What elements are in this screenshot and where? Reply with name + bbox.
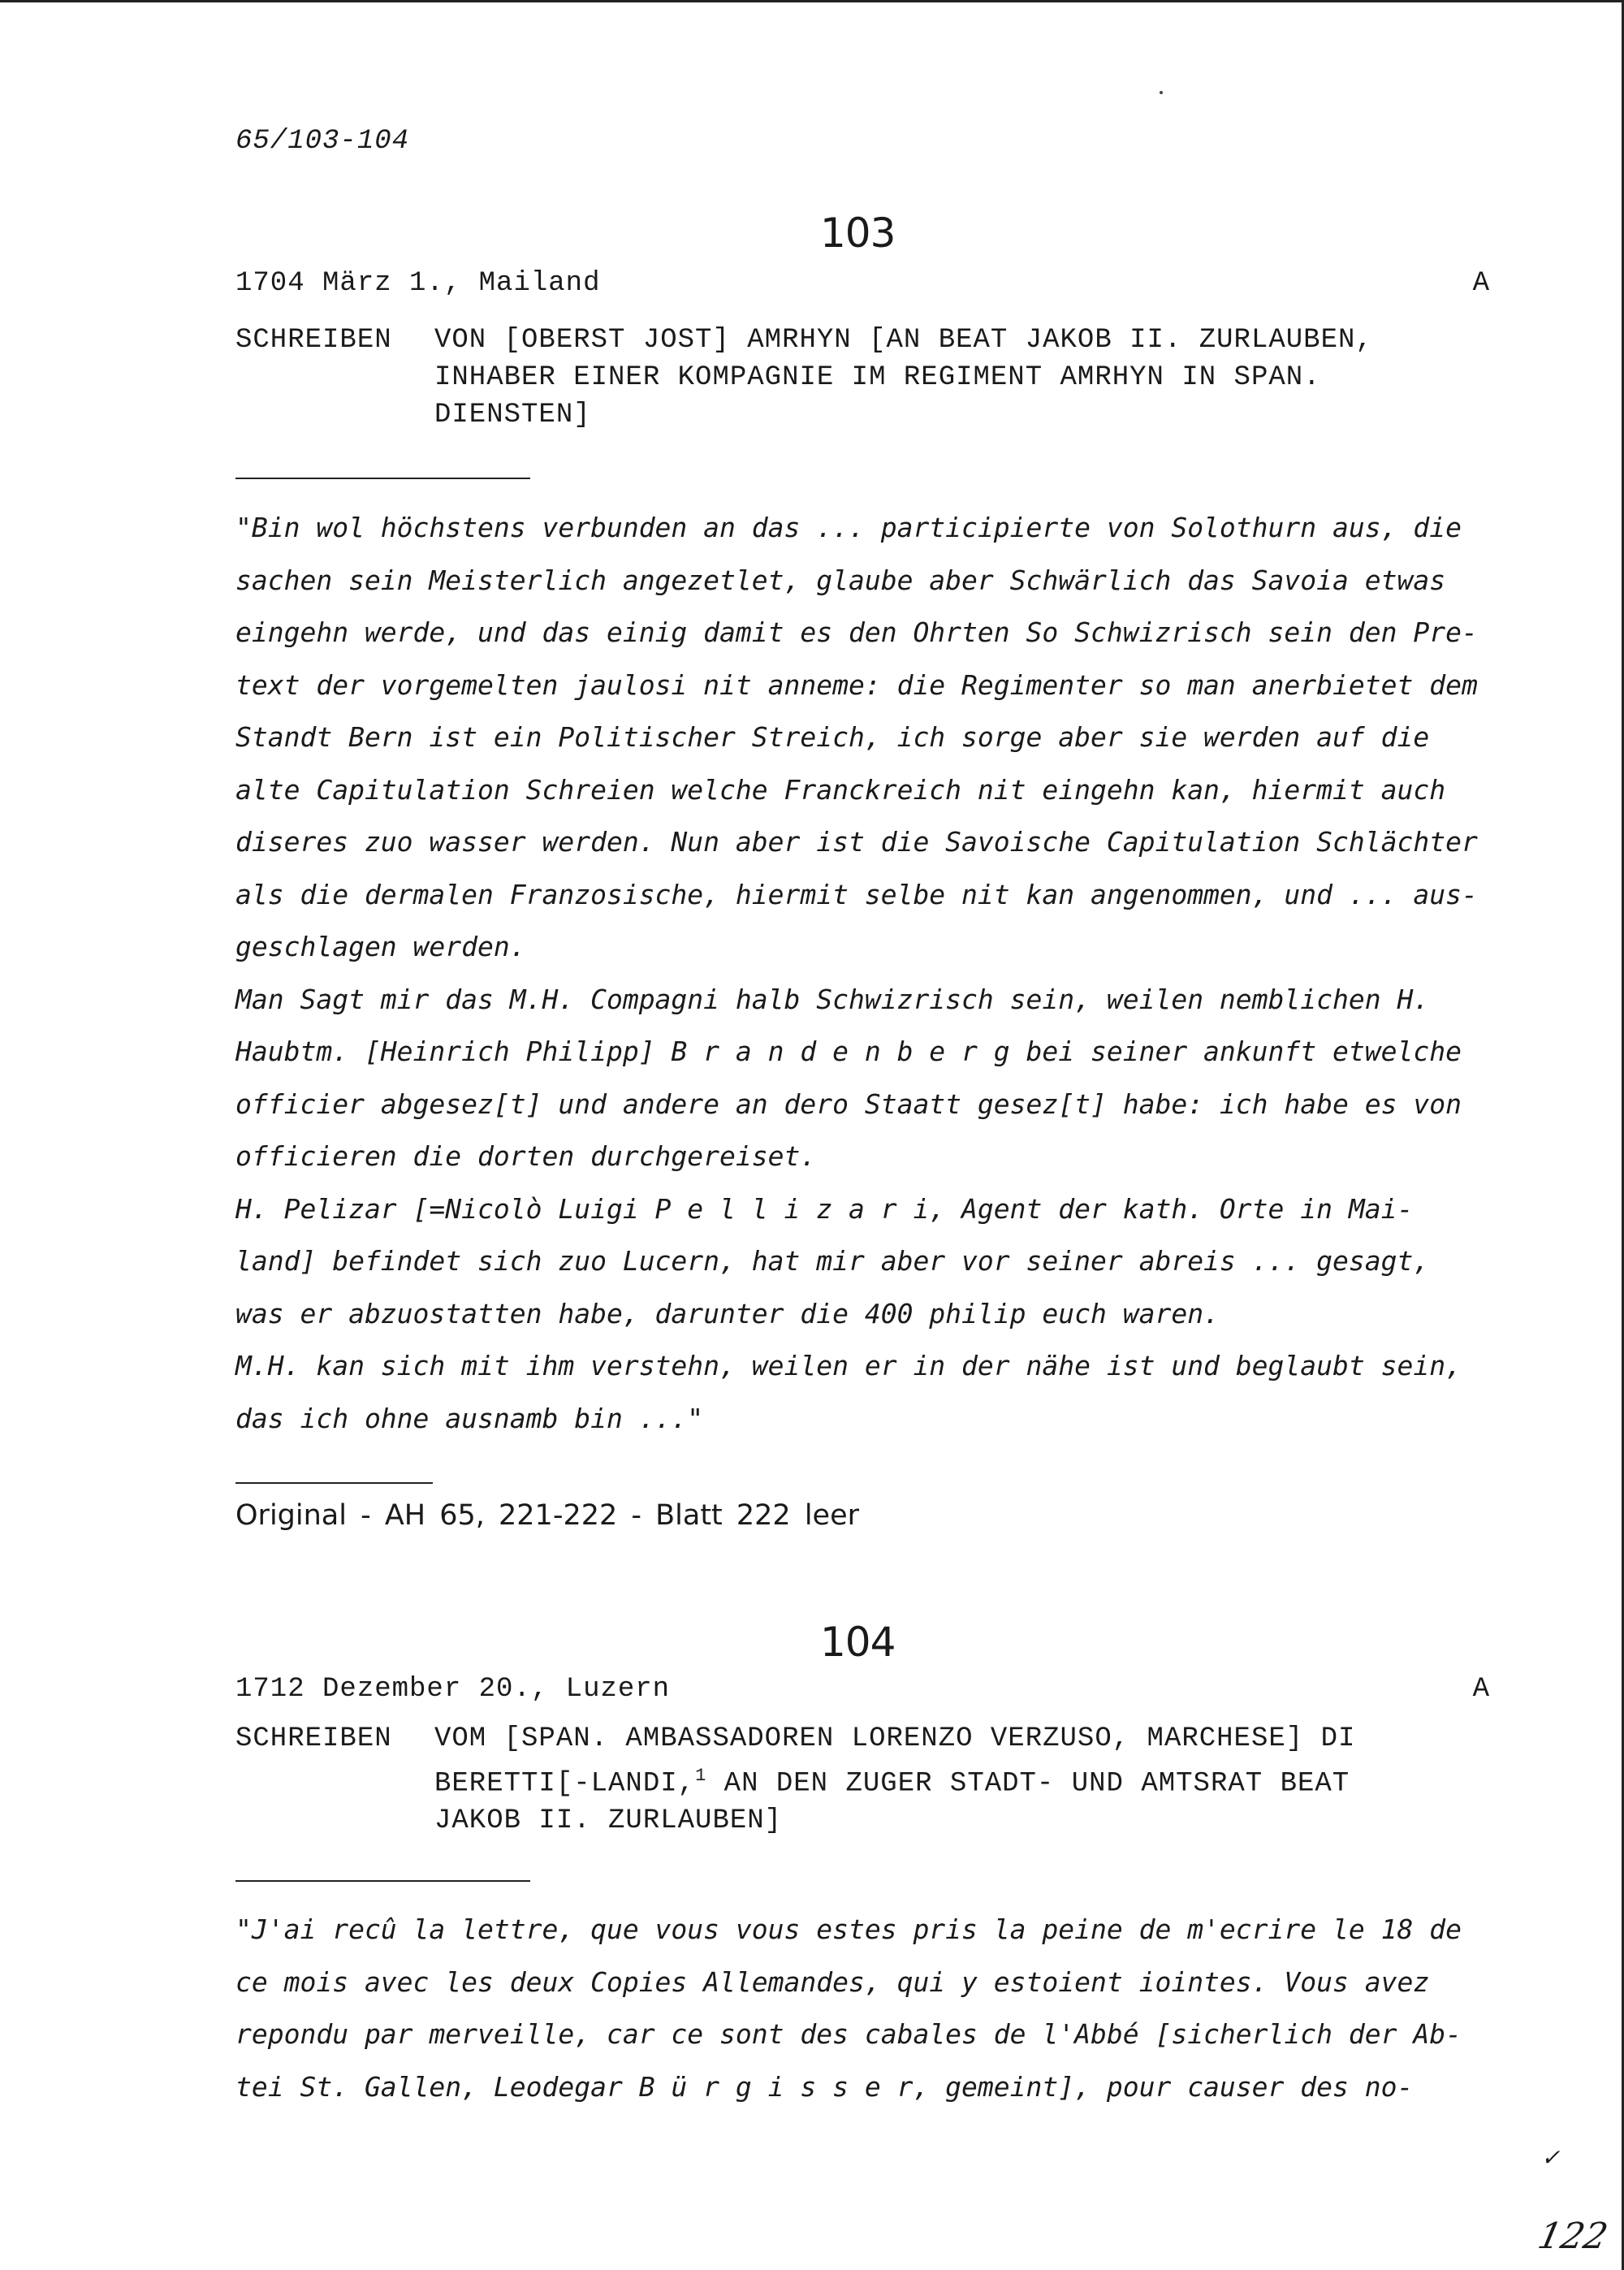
entry-date-place: 1704 März 1., Mailand [235, 268, 601, 299]
entry-number: 104 [820, 1619, 896, 1666]
quote-line: H. Pelizar [=Nicolò Luigi P e l l i z a r i, Agent der kath. Orte in Mai- [235, 1192, 1414, 1225]
check-mark-icon: ✓ [1541, 2144, 1561, 2171]
page-reference: 65/103-104 [235, 126, 410, 157]
divider-rule [235, 478, 530, 479]
heading-text: INHABER EINER KOMPAGNIE IM REGIMENT AMRHYN IN SPAN. [434, 362, 1321, 393]
quote-line: Haubtm. [Heinrich Philipp] B r a n d e n b e r g bei seiner ankunft etwelche [235, 1036, 1462, 1067]
footnote-marker: 1 [695, 1766, 707, 1786]
heading-text: VON [OBERST JOST] AMRHYN [AN BEAT JAKOB II. ZURLAUBEN, [434, 325, 1373, 356]
entry-mark: A [1472, 1674, 1490, 1705]
quote-line: was er abzuostatten habe, darunter die 400 philip euch waren. [235, 1297, 1220, 1330]
quote-line: officieren die dorten durchgereiset. [235, 1140, 817, 1172]
quote-line: Man Sagt mir das M.H. Compagni halb Schwizrisch sein, weilen nemblichen H. [235, 983, 1430, 1015]
quote-line: als die dermalen Franzosische, hiermit selbe nit kan angenommen, und ... aus- [235, 878, 1478, 910]
page-border-top [0, 0, 1624, 2]
quote-line: text der vorgemelten jaulosi nit anneme: die Regimenter so man anerbietet dem [235, 668, 1478, 701]
quote-line: officier abgesez[t] und andere an dero Staatt gesez[t] habe: ich habe es von [235, 1087, 1462, 1120]
quote-line: land] befindet sich zuo Lucern, hat mir aber vor seiner abreis ... gesagt, [235, 1245, 1430, 1277]
divider-rule [235, 1482, 433, 1484]
entry-number: 103 [820, 210, 896, 257]
heading-label: SCHREIBEN [235, 1723, 392, 1754]
quote-block [235, 1904, 1502, 2113]
entry-date-line [235, 268, 1490, 299]
quote-line: das ich ohne ausnamb bin ..." [235, 1402, 704, 1434]
quote-line: M.H. kan sich mit ihm verstehn, weilen er in der nähe ist und beglaubt sein, [235, 1350, 1462, 1381]
heading-text-part: BERETTI[-LANDI, [434, 1768, 696, 1800]
heading-text [235, 1758, 1502, 1802]
quote-line: Standt Bern ist ein Politischer Streich, ich sorge aber sie werden auf die [235, 721, 1430, 753]
quote-line: diseres zuo wasser werden. Nun aber ist die Savoische Capitulation Schlächter [235, 826, 1478, 858]
divider-rule [235, 1880, 530, 1882]
quote-line: sachen sein Meisterlich angezetlet, glaube aber Schwärlich das Savoia etwas [235, 564, 1446, 596]
quote-line: geschlagen werden. [235, 931, 526, 962]
heading-label: SCHREIBEN [235, 325, 392, 356]
entry-heading [235, 322, 1502, 434]
scan-speck [1160, 91, 1163, 94]
quote-line: alte Capitulation Schreien welche Franckreich nit eingehn kan, hiermit auch [235, 773, 1446, 806]
source-line: Original - AH 65, 221-222 - Blatt 222 leer [235, 1499, 859, 1532]
entry-date-line [235, 1674, 1490, 1705]
quote-line: ce mois avec les deux Copies Allemandes, qui y estoient iointes. Vous avez [235, 1965, 1430, 1998]
quote-line: "J'ai recû la lettre, que vous vous estes pris la peine de m'ecrire le 18 de [235, 1913, 1462, 1945]
heading-text: JAKOB II. ZURLAUBEN] [434, 1805, 783, 1837]
entry-heading [235, 1720, 1502, 1840]
heading-text: DIENSTEN] [434, 400, 591, 430]
quote-line: "Bin wol höchstens verbunden an das ... participierte von Solothurn aus, die [235, 512, 1462, 543]
entry-mark: A [1472, 268, 1490, 299]
quote-line: repondu par merveille, car ce sont des cabales de l'Abbé [sicherlich der Ab- [235, 2018, 1462, 2050]
quote-block [235, 502, 1502, 1445]
page-folio-number: 122 [1534, 2216, 1612, 2257]
entry-date-place: 1712 Dezember 20., Luzern [235, 1674, 671, 1705]
heading-text: VOM [SPAN. AMBASSADOREN LORENZO VERZUSO, MARCHESE] DI [434, 1723, 1356, 1754]
quote-line: tei St. Gallen, Leodegar B ü r g i s s e r, gemeint], pour causer des no- [235, 2070, 1414, 2103]
quote-line: eingehn werde, und das einig damit es den Ohrten So Schwizrisch sein den Pre- [235, 616, 1478, 648]
heading-text-part: AN DEN ZUGER STADT- UND AMTSRAT BEAT [706, 1768, 1350, 1800]
